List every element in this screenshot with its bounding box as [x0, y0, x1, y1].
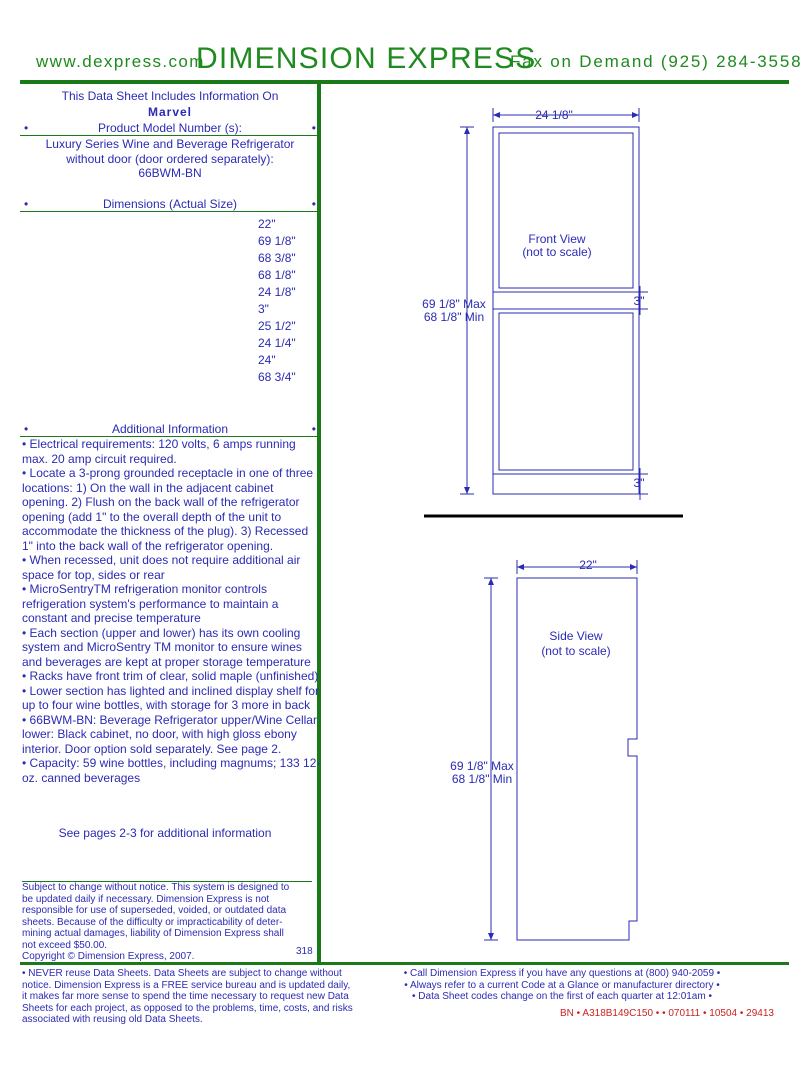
bullet: • — [24, 422, 29, 436]
footer-left-line: associated with reusing old Data Sheets. — [22, 1014, 203, 1025]
bullet: • — [24, 121, 29, 135]
front-height-min: 68 1/8" Min — [423, 310, 485, 324]
dimensions-heading-label: Dimensions (Actual Size) — [102, 197, 238, 211]
side-height-min: 68 1/8" Min — [451, 772, 513, 786]
footer-left-line: notice. Dimension Express is a FREE service bureau and is updated daily, — [22, 979, 351, 991]
footer-left-line: • NEVER reuse Data Sheets. Data Sheets are subject to change without — [22, 968, 342, 979]
dimension-value: 24" — [258, 353, 276, 367]
footer-right-line: • Data Sheet codes change on the first of each quarter at 12:01am • — [412, 991, 712, 1002]
disclaimer-line: sheets. Because of the difficulty or impracticability of deter- — [22, 916, 283, 928]
info-item: • MicroSentryTM refrigeration monitor controls refrigeration system's performance to maintain a constant and precise temperature — [22, 582, 279, 625]
header-url[interactable]: www.dexpress.com — [36, 52, 205, 71]
see-pages-note: See pages 2-3 for additional information — [58, 826, 272, 840]
model-heading-label: Product Model Number (s): — [97, 121, 243, 135]
bullet: • — [24, 197, 29, 211]
footer-left-line: it makes far more sense to spend the time necessary to request new Data — [22, 991, 349, 1002]
side-depth-label: 22" — [579, 558, 597, 572]
footer-right-line: • Call Dimension Express if you have any questions at (800) 940-2059 • — [403, 968, 721, 979]
front-kick-label: 3" — [633, 476, 645, 490]
front-lower-section — [499, 313, 633, 470]
info-item: • Capacity: 59 wine bottles, including magnums; 133 12-oz. canned beverages — [22, 756, 321, 785]
info-item: • Lower section has lighted and inclined display shelf for up to four wine bottles, with storage for 3 more in back — [22, 683, 320, 712]
dimension-value: 68 1/8" — [258, 268, 296, 282]
side-view-title: Side View — [549, 629, 603, 643]
disclaimer-line: Subject to change without notice. This system is designed to — [22, 882, 290, 893]
dimension-value: 24 1/4" — [258, 336, 296, 350]
info-item: • 66BWM-BN: Beverage Refrigerator upper/Wine Cellar lower: Black cabinet, no door, with high gloss ebony interior. Door option sold separately. See page 2. — [22, 712, 317, 756]
disclaimer-line: Copyright © Dimension Express, 2007. — [22, 951, 195, 962]
header-fax: Fax on Demand (925) 284-3558 — [510, 52, 803, 71]
intro-text: This Data Sheet Includes Information On — [61, 89, 279, 103]
additional-heading-label: Additional Information — [111, 422, 229, 436]
dimension-value: 68 3/8" — [258, 251, 296, 265]
front-width-label: 24 1/8" — [535, 108, 573, 122]
header-title: DIMENSION EXPRESS — [196, 42, 537, 75]
front-cabinet-outline — [493, 127, 639, 494]
bullet: • — [311, 121, 316, 135]
disclaimer-line: mining actual damages, liability of Dimension Express shall — [22, 928, 284, 939]
front-view-title: Front View — [528, 232, 586, 246]
disclaimer-line: be updated daily if necessary. Dimension Express is not — [22, 893, 270, 905]
page-number: 318 — [296, 946, 313, 957]
bullet: • — [311, 197, 316, 211]
dimension-value: 3" — [258, 302, 269, 316]
disclaimer-line: not exceed $50.00. — [22, 939, 108, 951]
product-line-1: Luxury Series Wine and Beverage Refrigerator — [45, 137, 295, 151]
info-item: • When recessed, unit does not require additional air space for top, sides or rear — [22, 553, 301, 582]
dimension-value: 22" — [258, 217, 276, 231]
dimension-value: 25 1/2" — [258, 319, 296, 333]
dimension-value: 68 3/4" — [258, 370, 296, 384]
data-sheet-code: BN • A318B149C150 • • 070111 • 10504 • 29413 — [560, 1008, 774, 1019]
info-item: • Racks have front trim of clear, solid maple (unfinished) — [22, 669, 319, 683]
footer-left-line: Sheets for each project, as opposed to the problems, time, costs, and risks — [22, 1002, 353, 1014]
footer-left-notice — [22, 968, 362, 1026]
side-view-subtitle: (not to scale) — [541, 644, 611, 658]
info-item: • Electrical requirements: 120 volts, 6 amps running max. 20 amp circuit required. — [22, 437, 296, 466]
footer-right-line: • Always refer to a current Code at a Glance or manufacturer directory • — [404, 979, 720, 991]
model-number: 66BWM-BN — [138, 166, 202, 180]
dimension-value: 24 1/8" — [258, 285, 296, 299]
bullet: • — [311, 422, 316, 436]
side-height-max: 69 1/8" Max — [450, 759, 514, 773]
brand-name: Marvel — [147, 105, 193, 119]
footer-right-notice — [380, 968, 744, 1003]
info-item: • Each section (upper and lower) has its own cooling system and MicroSentry TM monitor to ensure wines and beverages are kept at proper storage temperature — [22, 625, 311, 669]
disclaimer-line: responsible for use of superseded, voided, or outdated data — [22, 905, 287, 916]
dimension-value: 69 1/8" — [258, 234, 296, 248]
product-line-2: without door (door ordered separately): — [66, 152, 274, 166]
front-gap-label: 3" — [633, 294, 645, 308]
front-upper-section — [499, 133, 633, 288]
front-height-max: 69 1/8" Max — [422, 297, 486, 311]
info-item: • Locate a 3-prong grounded receptacle in one of three locations: 1) On the wall in the adjacent cabinet opening. 2) Flush on the back wall of the refrigerator opening (add 1" to the overall depth of the unit to accommodate the thickness of the plug). 3) Recessed 1" into the back wall of the refrigerator opening. — [22, 466, 314, 553]
front-view-subtitle: (not to scale) — [522, 245, 592, 259]
